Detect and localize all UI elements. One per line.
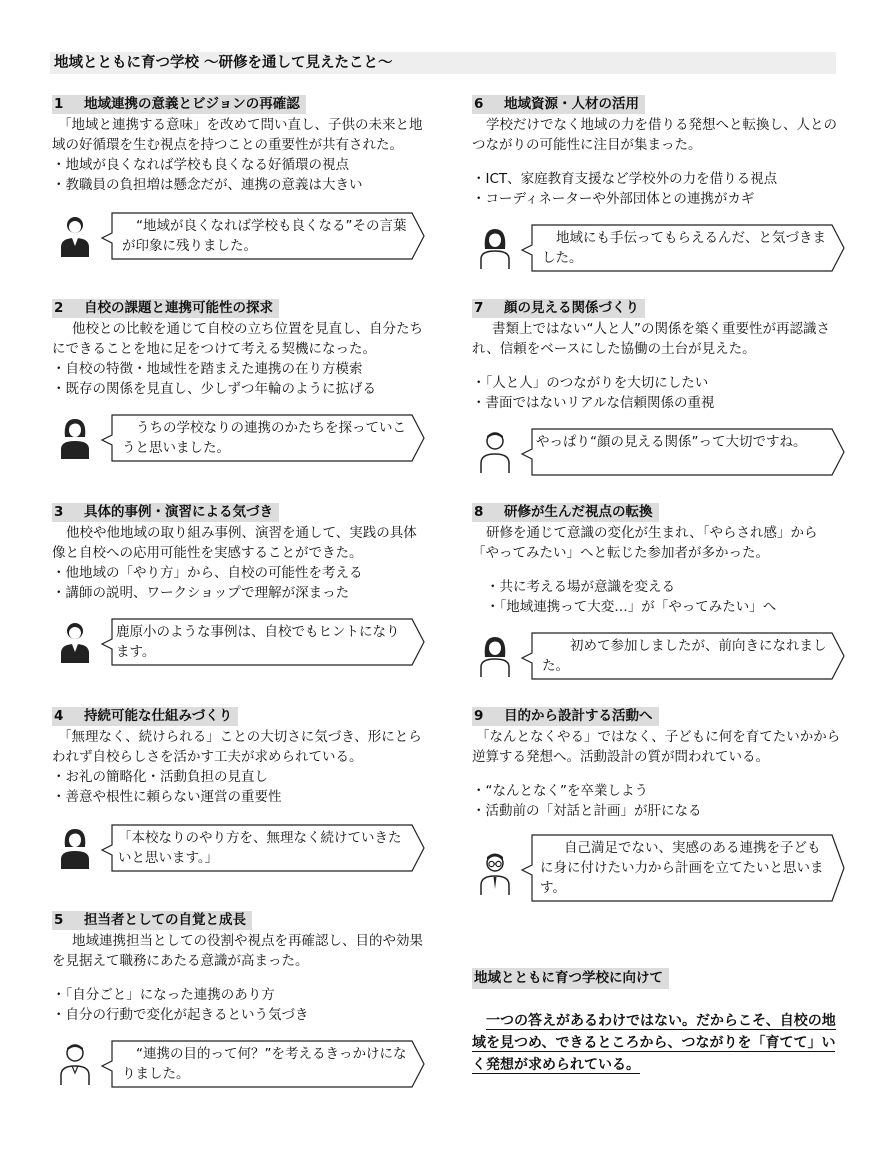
- section-heading: 地域連携の意義とビジョンの再確認: [84, 96, 300, 112]
- section-number: 7: [474, 300, 484, 316]
- bullet-list: [52, 155, 424, 195]
- bullet-item: ・書面ではないリアルな信頼関係の重視: [472, 395, 715, 411]
- bullet-item: ・既存の関係を見直し、少しずつ年輪のように拡げる: [52, 381, 376, 397]
- section-heading: 自校の課題と連携可能性の探求: [84, 300, 273, 316]
- section-9: [472, 705, 842, 903]
- section-7: [472, 297, 842, 477]
- bullet-item: ・「自分ごと」になった連携のあり方: [52, 987, 275, 1003]
- bullet-list: [52, 563, 424, 603]
- page-title: 地域とともに育つ学校 ～研修を通して見えたこと～: [50, 52, 836, 74]
- bullet-item: ・お礼の簡略化・活動負担の見直し: [52, 769, 268, 785]
- conclusion-heading: 地域とともに育つ学校に向けて: [472, 968, 669, 989]
- quote-text: やっぱり“顔の見える関係”って大切ですね。: [536, 434, 807, 450]
- bullet-item: ・ICT、家庭教育支援など学校外の力を借りる視点: [472, 171, 778, 187]
- section-number: 3: [54, 504, 64, 520]
- bullet-list: [472, 373, 842, 413]
- bullet-item: ・善意や根性に頼らない運営の重要性: [52, 789, 282, 805]
- section-text: 「無理なく、続けられる」ことの大切さに気づき、形にとらわれず自校らしさを活かす工夫が求められている。: [52, 729, 422, 765]
- person-woman-icon: [58, 825, 92, 869]
- section-number: 8: [474, 504, 484, 520]
- section-8: [472, 501, 842, 681]
- section-heading: 目的から設計する活動へ: [504, 708, 653, 724]
- bullet-item: ・地域が良くなれば学校も良くなる好循環の視点: [52, 157, 349, 173]
- section-heading: 持続可能な仕組みづくり: [84, 708, 233, 724]
- person-man-icon: [58, 619, 92, 663]
- section-number: 6: [474, 96, 484, 112]
- section-heading: 担当者としての自覚と成長: [84, 912, 246, 928]
- quote-text: うちの学校なりの連携のかたちを探っていこうと思いました。: [122, 420, 406, 456]
- conclusion-text-line: 一つの答えがあるわけではない。だからこそ、自校の地域を見つめ、できるところから、つながりを「育てて」いく発想が求められている。: [472, 1013, 836, 1073]
- section-text: 地域連携担当としての役割や視点を再確認し、目的や効果を見据えて職務にあたる意識が高まった。: [52, 933, 423, 969]
- section-number: 1: [54, 96, 64, 112]
- quote-text: “連携の目的って何？”を考えるきっかけになりました。: [122, 1046, 407, 1082]
- section-text: 研修を通じて意識の変化が生まれ、「やらされ感」から「やってみたい」へと転じた参加者が多かった。: [472, 525, 818, 561]
- bullet-item: ・自校の特徴・地域性を踏まえた連携の在り方模索: [52, 361, 363, 377]
- bullet-list: [472, 577, 842, 617]
- comment-bubble: [472, 427, 842, 477]
- person-woman-icon: [58, 415, 92, 459]
- section-heading: 顔の見える関係づくり: [504, 300, 639, 316]
- bullet-item: ・“なんとなく”を卒業しよう: [472, 783, 648, 799]
- section-1: [52, 93, 424, 261]
- bullet-item: ・教職員の負担増は懸念だが、連携の意義は大きい: [52, 177, 363, 193]
- comment-bubble: [52, 823, 424, 873]
- section-text: 書類上ではない“人と人”の関係を築く重要性が再認識され、信頼をベースにした協働の土台が見えた。: [472, 321, 830, 357]
- comment-bubble: [52, 1039, 424, 1089]
- bullet-list: [52, 767, 424, 807]
- person-woman-icon: [478, 225, 512, 269]
- quote-text: 「本校なりのやり方を、無理なく続けていきたいと思います。」: [118, 830, 402, 866]
- person-outline-icon: [478, 429, 512, 473]
- comment-bubble: [472, 223, 842, 273]
- bullet-list: [472, 781, 842, 821]
- person-glasses-icon: [478, 851, 512, 895]
- section-heading: 具体的事例・演習による気づき: [84, 504, 273, 520]
- section-text: 「地域と連携する意味」を改めて問い直し、子供の未来と地域の好循環を生む視点を持つことの重要性が共有された。: [52, 117, 423, 153]
- person-outline-icon: [58, 1041, 92, 1085]
- person-woman-icon: [478, 633, 512, 677]
- section-heading: 地域資源・人材の活用: [504, 96, 639, 112]
- section-text: 他校との比較を通じて自校の立ち位置を見直し、自分たちにできることを地に足をつけて考える契機になった。: [52, 321, 423, 357]
- bullet-item: ・「地域連携って大変…」が「やってみたい」へ: [486, 599, 777, 615]
- section-6: [472, 93, 842, 273]
- quote-text: 鹿原小のような事例は、自校でもヒントになります。: [116, 624, 400, 660]
- section-number: 5: [54, 912, 64, 928]
- section-3: [52, 501, 424, 667]
- quote-text: 初めて参加しましたが、前向きになれました。: [542, 638, 827, 674]
- section-5: [52, 909, 424, 1089]
- quote-text: 地域にも手伝ってもらえるんだ、と気づきました。: [542, 230, 826, 266]
- bullet-list: [52, 359, 424, 399]
- bullet-item: ・自分の行動で変化が起きるという気づき: [52, 1007, 309, 1023]
- section-number: 2: [54, 300, 64, 316]
- bullet-list: [472, 169, 842, 209]
- section-number: 9: [474, 708, 484, 724]
- bullet-item: ・共に考える場が意識を変える: [486, 579, 675, 595]
- bullet-item: ・他地域の「やり方」から、自校の可能性を考える: [52, 565, 363, 581]
- bullet-item: ・活動前の「対話と計画」が肝になる: [472, 803, 702, 819]
- section-text: 他校や他地域の取り組み事例、演習を通して、実践の具体像と自校への応用可能性を実感することができた。: [52, 525, 417, 561]
- section-4: [52, 705, 424, 873]
- section-number: 4: [54, 708, 64, 724]
- comment-bubble: [52, 211, 424, 261]
- conclusion-text: [472, 1010, 836, 1076]
- section-text: 「なんとなくやる」ではなく、子どもに何を育てたいかから逆算する発想へ。活動設計の質が問われている。: [472, 729, 841, 765]
- quote-text: 自己満足でない、実感のある連携を子どもに身に付けたい力から計画を立てたいと思います。: [540, 840, 824, 896]
- bullet-item: ・講師の説明、ワークショップで理解が深まった: [52, 585, 350, 601]
- bullet-list: [52, 985, 424, 1025]
- person-man-icon: [58, 213, 92, 257]
- bullet-item: ・「人と人」のつながりを大切にしたい: [472, 375, 709, 391]
- comment-bubble: [472, 631, 842, 681]
- section-text: 学校だけでなく地域の力を借りる発想へと転換し、人とのつながりの可能性に注目が集まった。: [472, 117, 837, 153]
- section-2: [52, 297, 424, 463]
- section-heading: 研修が生んだ視点の転換: [504, 504, 653, 520]
- bullet-item: ・コーディネーターや外部団体との連携がカギ: [472, 191, 755, 207]
- quote-text: “地域が良くなれば学校も良くなる”その言葉が印象に残りました。: [122, 218, 407, 254]
- comment-bubble: [52, 617, 424, 667]
- comment-bubble: [472, 833, 842, 903]
- comment-bubble: [52, 413, 424, 463]
